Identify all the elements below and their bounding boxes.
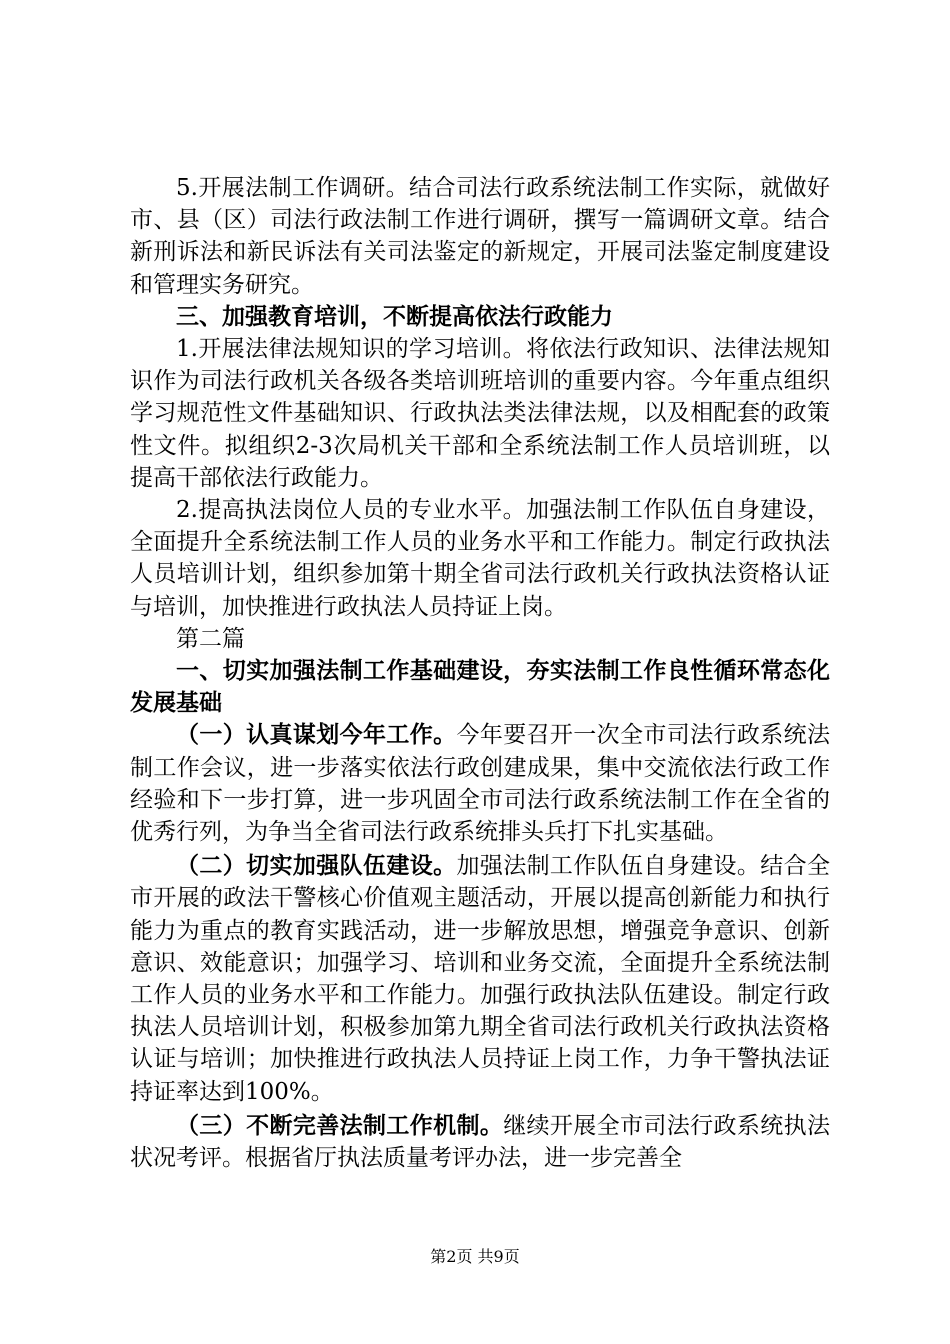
paragraph-research: 5.开展法制工作调研。结合司法行政系统法制工作实际，就做好市、县（区）司法行政法制工作进行调研，撰写一篇调研文章。结合新刑诉法和新民诉法有关司法鉴定的新规定，开展司法鉴定制度建设和管理实务研究。 xyxy=(130,175,830,298)
heading-section-three: 三、加强教育培训，不断提高依法行政能力 xyxy=(176,303,613,330)
item-three-lead: （三）不断完善法制工作机制。 xyxy=(176,1112,504,1139)
item-one xyxy=(130,719,830,848)
item-two-lead: （二）切实加强队伍建设。 xyxy=(176,853,457,880)
paragraph-professional: 2.提高执法岗位人员的专业水平。加强法制工作队伍自身建设，全面提升全系统法制工作人员的业务水平和工作能力。制定行政执法人员培训计划，组织参加第十期全省司法行政机关行政执法资格认证与培训，加快推进行政执法人员持证上岗。 xyxy=(130,497,830,620)
paragraph-training: 1.开展法律法规知识的学习培训。将依法行政知识、法律法规知识作为司法行政机关各级各类培训班培训的重要内容。今年重点组织学习规范性文件基础知识、行政执法类法律法规，以及相配套的政策性文件。拟组织2-3次局机关干部和全系统法制工作人员培训班，以提高干部依法行政能力。 xyxy=(130,336,830,491)
document-body xyxy=(130,172,830,1174)
section-label: 第二篇 xyxy=(176,625,245,652)
page-footer: 第2页 共9页 xyxy=(430,1247,520,1266)
item-three-body: 继续开展全市司法行政系统执法状况考评。根据省厅执法质量考评办法，进一步完善全 xyxy=(130,1112,831,1172)
heading-section-one: 一、切实加强法制工作基础建设，夯实法制工作良性循环常态化发展基础 xyxy=(130,658,830,717)
item-one-lead: （一）认真谋划今年工作。 xyxy=(176,722,457,749)
item-two xyxy=(130,850,830,1108)
item-one-body: 今年要召开一次全市司法行政系统法制工作会议，进一步落实依法行政创建成果，集中交流依法行政工作经验和下一步打算，进一步巩固全市司法行政系统法制工作在全省的优秀行列，为争当全省司法行政系统排头兵打下扎实基础。 xyxy=(130,722,831,846)
item-three xyxy=(130,1110,830,1174)
item-two-body: 加强法制工作队伍自身建设。结合全市开展的政法干警核心价值观主题活动，开展以提高创新能力和执行能力为重点的教育实践活动，进一步解放思想，增强竞争意识、创新意识、效能意识；加强学习、培训和业务交流，全面提升全系统法制工作人员的业务水平和工作能力。加强行政执法队伍建设。制定行政执法人员培训计划，积极参加第九期全省司法行政机关行政执法资格认证与培训；加快推进行政执法人员持证上岗工作，力争干警执法证持证率达到100%。 xyxy=(130,853,831,1105)
